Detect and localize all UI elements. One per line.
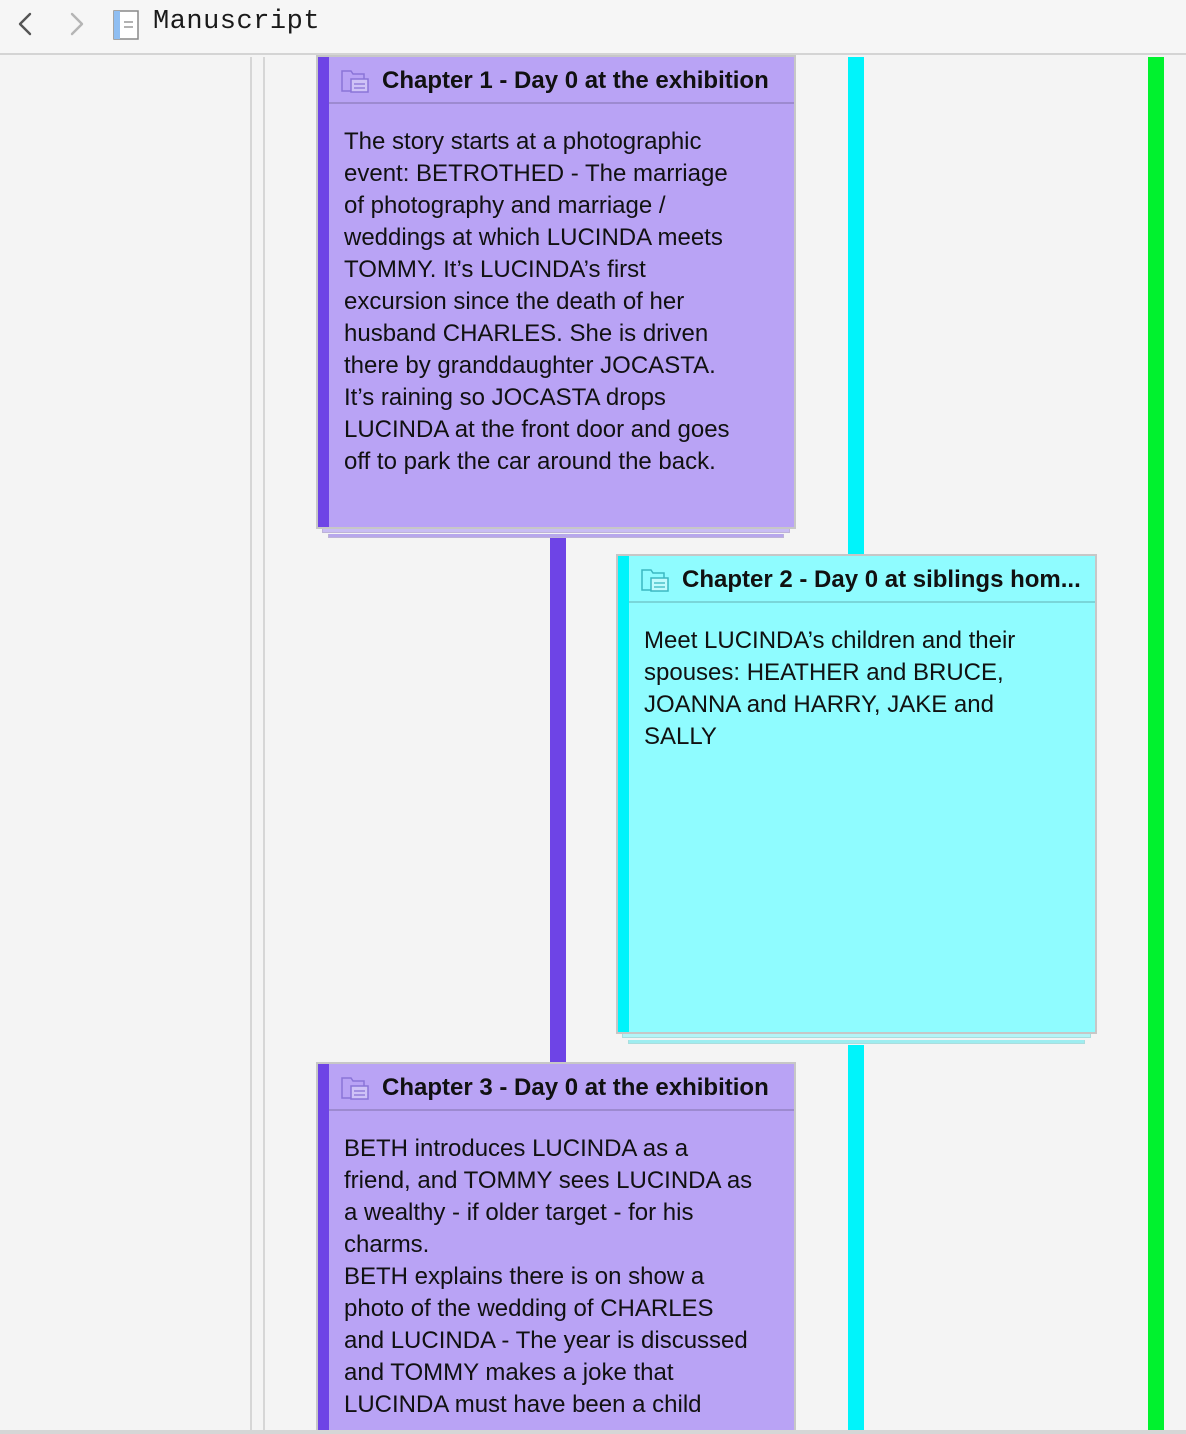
card-stack-edge	[322, 529, 790, 533]
label-color-stripe	[318, 57, 329, 527]
toolbar	[0, 0, 1186, 55]
card-stack-edge	[622, 1034, 1091, 1038]
card-title[interactable]: Chapter 1 - Day 0 at the exhibition	[382, 67, 769, 94]
chevron-left-icon	[12, 10, 40, 38]
chapter-card[interactable]	[316, 1062, 796, 1434]
card-header	[329, 57, 794, 104]
document-icon	[113, 10, 139, 40]
forward-button[interactable]	[62, 10, 90, 38]
card-header	[329, 1064, 794, 1111]
chevron-right-icon	[62, 10, 90, 38]
window-title: Manuscript	[153, 7, 321, 37]
folder-icon	[640, 565, 670, 593]
cyan-arc-line	[848, 1045, 864, 1434]
chapter-card[interactable]	[616, 554, 1097, 1034]
bottom-border	[0, 1430, 1186, 1434]
card-stack-edge	[628, 1040, 1085, 1044]
card-synopsis[interactable]: The story starts at a photographic event: BETROTHED - The marriage of photography and marriage / weddings at which LUCINDA meets TOMMY. It’s LUCINDA’s first excursion since the death of her husband CHARLES. She is driven there by granddaughter JOCASTA. It’s raining so JOCASTA drops LUCINDA at the front door and goes off to park the car around the back.	[344, 128, 730, 475]
lane-divider	[263, 57, 265, 1434]
card-title[interactable]: Chapter 2 - Day 0 at siblings hom...	[682, 566, 1081, 593]
green-arc-line	[1148, 57, 1164, 1434]
card-synopsis[interactable]: BETH introduces LUCINDA as a friend, and TOMMY sees LUCINDA as a wealthy - if older target - for his charms. BETH explains there is on show a photo of the wedding of CHARLES and LUCINDA - The year is discussed and TOMMY makes a joke that LUCINDA must have been a child	[344, 1135, 753, 1418]
label-color-stripe	[318, 1064, 329, 1434]
binder-divider	[250, 57, 252, 1434]
back-button[interactable]	[12, 10, 40, 38]
label-color-stripe	[618, 556, 629, 1032]
folder-icon	[340, 1073, 370, 1101]
card-stack-edge	[328, 534, 784, 538]
card-header	[629, 556, 1095, 603]
folder-icon	[340, 66, 370, 94]
cyan-arc-line	[848, 57, 864, 557]
card-synopsis[interactable]: Meet LUCINDA’s children and their spouses: HEATHER and BRUCE, JOANNA and HARRY, JAKE and SALLY	[644, 627, 1016, 750]
card-title[interactable]: Chapter 3 - Day 0 at the exhibition	[382, 1074, 769, 1101]
purple-arc-line	[550, 538, 566, 1066]
chapter-card[interactable]	[316, 55, 796, 529]
